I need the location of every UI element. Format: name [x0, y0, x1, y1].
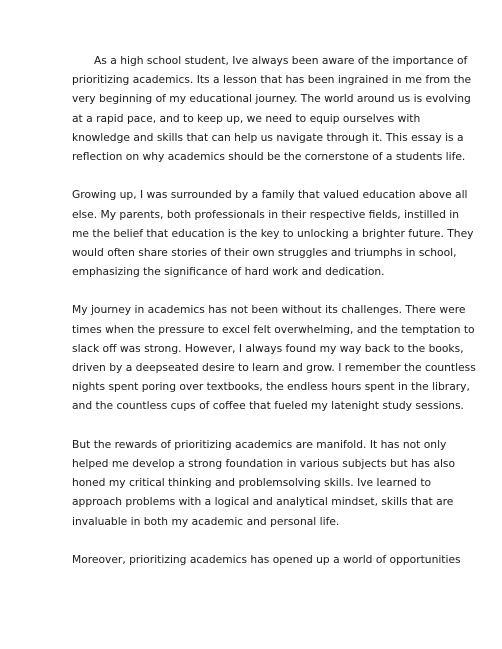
text-line: times when the pressure to excel felt overwhelming, and the temptation to	[72, 322, 475, 336]
text-line: reflection on why academics should be the cornerstone of a students life.	[72, 149, 466, 163]
text-line: honed my critical thinking and problemsolving skills. Ive learned to	[72, 476, 432, 490]
text-line: very beginning of my educational journey. The world around us is evolving	[72, 92, 471, 106]
text-line: else. My parents, both professionals in their respective fields, instilled in	[72, 207, 459, 221]
text-line: slack off was strong. However, I always found my way back to the books,	[72, 341, 464, 355]
paragraph-4	[72, 435, 456, 531]
text-line: me the belief that education is the key to unlocking a brighter future. They	[72, 226, 474, 240]
text-line: knowledge and skills that can help us navigate through it. This essay is a	[72, 130, 464, 144]
text-line: would often share stories of their own struggles and triumphs in school,	[72, 245, 457, 259]
text-line: emphasizing the significance of hard work and dedication.	[72, 265, 385, 279]
text-line: Growing up, I was surrounded by a family that valued education above all	[72, 188, 468, 202]
paragraph-1	[72, 51, 472, 166]
paragraph-3	[72, 300, 476, 415]
text-line: approach problems with a logical and analytical mindset, skills that are	[72, 495, 454, 509]
text-line: Moreover, prioritizing academics has opened up a world of opportunities	[72, 552, 461, 566]
text-line: and the countless cups of coffee that fueled my latenight study sessions.	[72, 399, 464, 413]
text-line: driven by a deepseated desire to learn and grow. I remember the countless	[72, 361, 476, 374]
paragraph-5	[72, 550, 461, 569]
text-line: But the rewards of prioritizing academics are manifold. It has not only	[72, 437, 447, 451]
text-line: As a high school student, Ive always been aware of the importance of	[94, 54, 468, 67]
text-line: My journey in academics has not been without its challenges. There were	[72, 303, 466, 317]
text-line: invaluable in both my academic and personal life.	[72, 514, 340, 528]
paragraph-2	[72, 185, 474, 281]
text-line: at a rapid pace, and to keep up, we need to equip ourselves with	[72, 111, 421, 125]
essay-body	[72, 51, 476, 588]
text-line: nights spent poring over textbooks, the endless hours spent in the library,	[72, 380, 470, 394]
text-line: helped me develop a strong foundation in various subjects but has also	[72, 456, 456, 470]
text-line: prioritizing academics. Its a lesson that has been ingrained in me from the	[72, 73, 472, 87]
